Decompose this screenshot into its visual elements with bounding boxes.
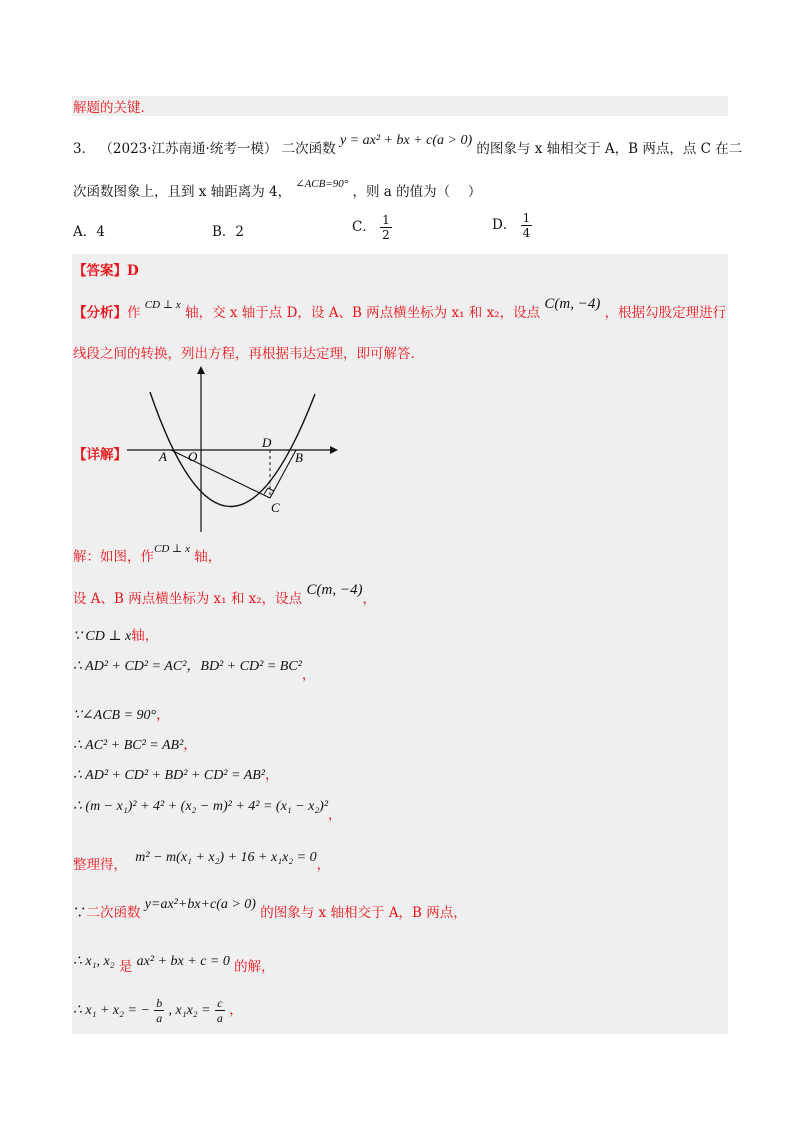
analysis-text-1c: ，根据勾股定理进行	[604, 305, 727, 321]
analysis-point: C(m, −4)	[544, 296, 601, 312]
analysis-tag: 【分析】	[73, 305, 127, 321]
label-d: D	[262, 435, 272, 450]
label-b: B	[295, 450, 303, 465]
analysis-cd: CD ⊥ x	[144, 299, 181, 311]
analysis-line-1	[73, 296, 727, 323]
solution-line-6: ∴ AC² + BC² = AB²，	[73, 737, 197, 753]
detail-tag: 【详解】	[73, 447, 127, 463]
solution-line-8: ∴ (m − x₁)² + 4² + (x₂ − m)² + 4² = (x₁ − x₂)²，	[73, 799, 342, 823]
question-line-1	[73, 133, 743, 159]
x-axis-arrow	[330, 446, 338, 454]
question-text-1: 的图象与 x 轴相交于 A，B 两点，点 C 在二	[476, 141, 743, 157]
label-o: O	[188, 449, 198, 464]
parabola-curve	[150, 392, 315, 507]
solution-line-9: 整理得， m² − m(x₁ + x₂) + 16 + x₁x₂ = 0，	[73, 850, 331, 873]
grey-band-top	[72, 96, 728, 116]
y-axis-arrow	[197, 366, 205, 374]
label-a: A	[159, 449, 167, 464]
analysis-text-1b: 轴，交 x 轴于点 D，设 A、B 两点横坐标为 x₁ 和 x₂，设点	[185, 305, 541, 321]
question-text-2a: 次函数图象上，且到 x 轴距离为 4，	[73, 184, 292, 200]
solution-line-10: ∵二次函数 y=ax²+bx+c(a > 0) 的图象与 x 轴相交于 A，B 两点，	[73, 897, 467, 921]
answer-value: D	[127, 263, 139, 279]
question-text-2b: ，则 a 的值为（ ）	[352, 184, 482, 200]
solution-cd: CD ⊥ x	[154, 543, 191, 555]
solution-line-12: ∴ x₁ + x₂ = − $\frac{b}{a}$ , x₁x₂ = $\frac{c}{a}$ ，	[73, 996, 243, 1025]
question-line-2	[73, 178, 482, 202]
solution-point: C(m, −4)	[306, 582, 363, 598]
solution-line-7: ∴ AD² + CD² + BD² + CD² = AB²，	[73, 767, 279, 783]
solution-line-5: ∵∠ACB = 90°，	[73, 707, 170, 723]
answer-line	[73, 262, 139, 280]
parabola-figure	[125, 362, 340, 534]
option-a: A．4	[73, 224, 105, 240]
question-formula: y = ax² + bx + c(a > 0)	[339, 133, 473, 148]
segment-ac	[171, 450, 270, 498]
option-b: B．2	[212, 224, 245, 240]
option-d: D． $\frac{1}{4}$	[492, 211, 531, 240]
question-number: 3．	[73, 141, 96, 157]
solution-line-2: 设 A、B 两点横坐标为 x₁ 和 x₂，设点 C(m, −4)，	[73, 582, 376, 607]
answer-tag: 【答案】	[73, 263, 127, 279]
solution-line-11: ∴ x₁, x₂ 是 ax² + bx + c = 0 的解，	[73, 954, 275, 975]
label-c: C	[271, 500, 280, 515]
analysis-line-2: 线段之间的转换，列出方程，再根据韦达定理，即可解答．	[73, 346, 424, 362]
analysis-text-1a: 作	[127, 305, 141, 321]
question-intro: 二次函数	[281, 141, 336, 157]
previous-tail-text: 解题的关键．	[73, 100, 154, 116]
solution-line-1: 解：如图，作$^{CD \perp x}$ 轴，	[73, 543, 222, 565]
solution-line-4: ∴ AD² + CD² = AC²，BD² + CD² = BC²，	[73, 659, 316, 683]
question-angle: ∠ACB=90°	[295, 178, 349, 190]
question-source: （2023·江苏南通·统考一模）	[99, 141, 278, 157]
option-c: C． $\frac{1}{2}$	[352, 213, 390, 242]
solution-line-3: ∵ CD ⊥ x轴，	[73, 628, 159, 644]
